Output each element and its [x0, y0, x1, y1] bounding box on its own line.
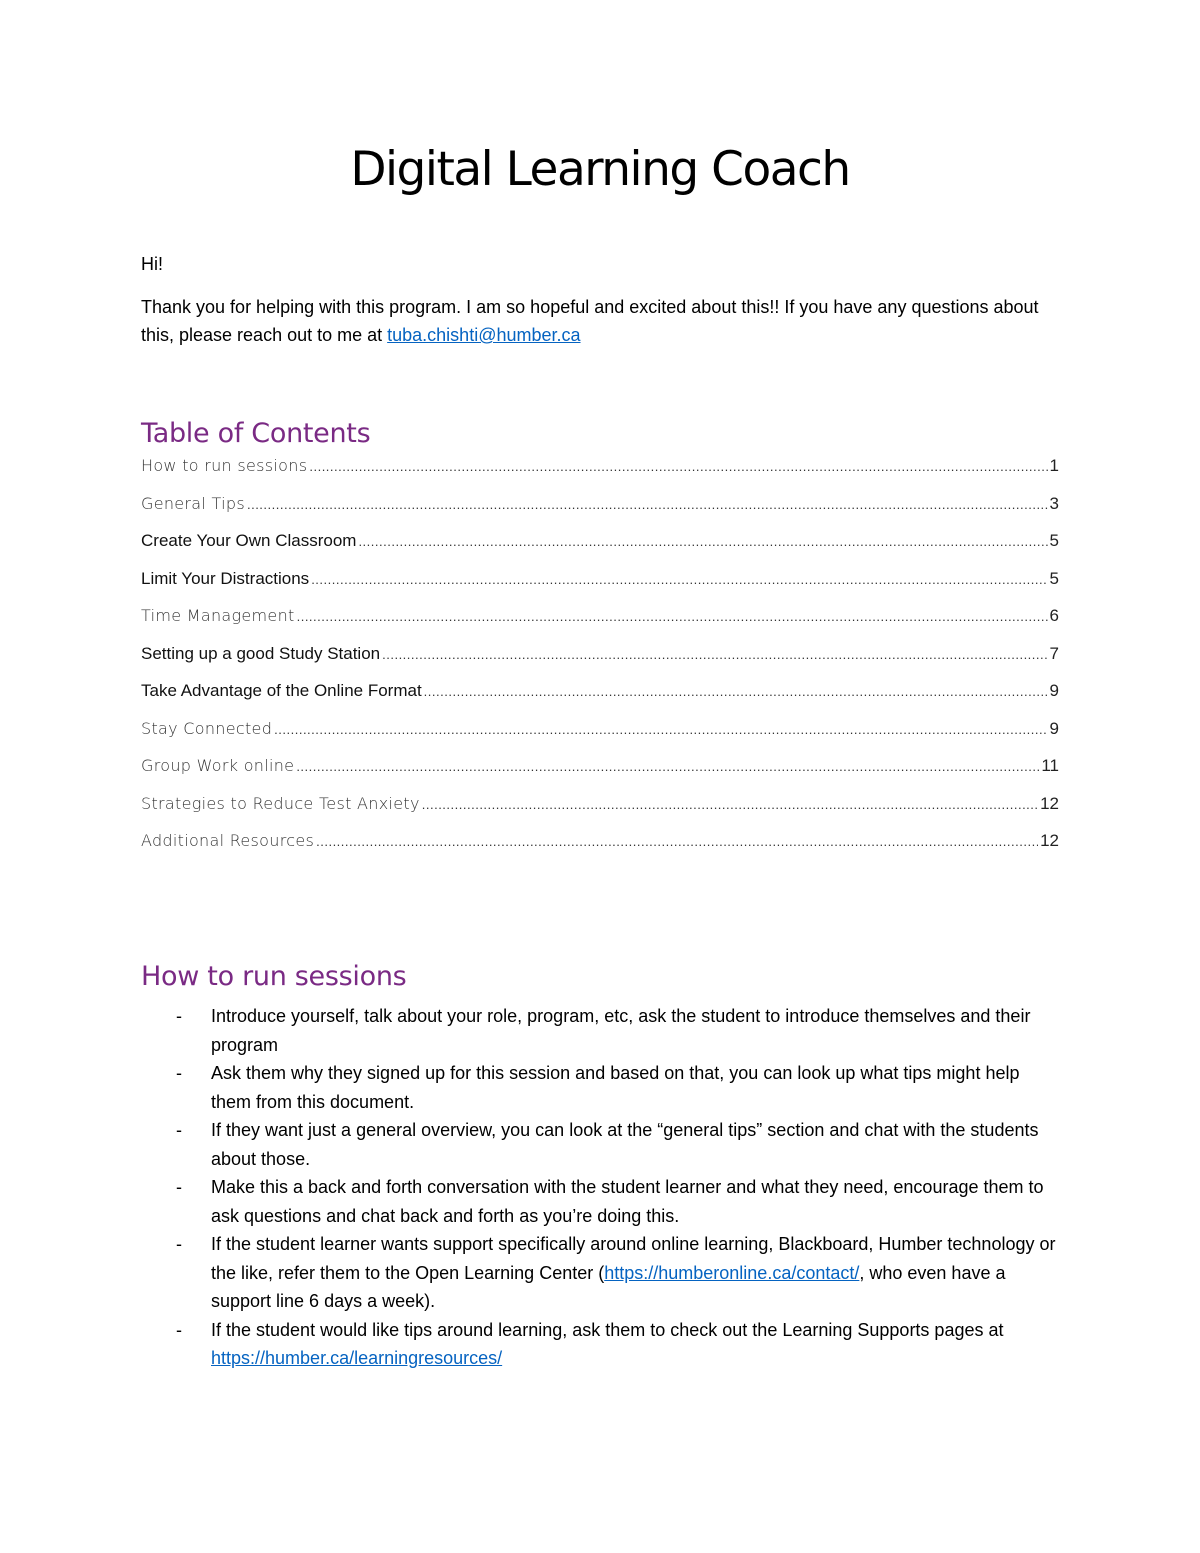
toc-leader-dots: [311, 572, 1047, 587]
learning-resources-link[interactable]: https://humber.ca/learningresources/: [211, 1348, 503, 1368]
list-item-text-before: If the student would like tips around learning, ask them to check out the Learning Supports pages at: [211, 1319, 1004, 1340]
toc-entry-label: Take Advantage of the Online Format: [141, 681, 422, 700]
toc-entry-label: Time Management: [141, 606, 295, 625]
contact-email-link[interactable]: tuba.chishti@humber.ca: [387, 325, 581, 345]
toc-entry-page: 5: [1049, 568, 1059, 588]
bullet-marker: -: [176, 1319, 182, 1340]
toc-entry-how-to-run-sessions[interactable]: [141, 456, 1059, 494]
list-item: [141, 1173, 1061, 1230]
section-heading-how-to-run-sessions: How to run sessions: [141, 961, 407, 992]
bullet-marker: -: [176, 1234, 182, 1254]
list-item: [141, 1002, 1061, 1059]
toc-leader-dots: [382, 647, 1047, 662]
toc-entry-create-your-own-classroom[interactable]: [141, 531, 1059, 569]
toc-leader-dots: [309, 459, 1047, 474]
toc-entry-label: How to run sessions: [141, 456, 308, 475]
toc-leader-dots: [422, 797, 1038, 812]
toc-entry-test-anxiety[interactable]: [141, 794, 1059, 832]
bullet-marker: -: [176, 1063, 182, 1083]
toc-leader-dots: [247, 497, 1048, 512]
toc-entry-page: 6: [1049, 606, 1059, 625]
table-of-contents: [141, 456, 1059, 869]
toc-entry-label: Group Work online: [141, 756, 295, 775]
open-learning-center-link[interactable]: https://humberonline.ca/contact/: [604, 1262, 860, 1283]
toc-entry-page: 5: [1049, 531, 1059, 550]
toc-entry-additional-resources[interactable]: [141, 831, 1059, 869]
toc-leader-dots: [296, 759, 1039, 774]
greeting-text: Hi!: [141, 254, 163, 274]
list-item-text-before: If the student learner wants support specifically around online learning, Blackboard, Humber technology or the like, refer them to the Open Learning Center (: [211, 1234, 1056, 1283]
bullet-marker: -: [176, 1177, 182, 1197]
intro-paragraph: [141, 293, 1041, 349]
toc-entry-online-format[interactable]: [141, 681, 1059, 719]
list-item-text: Ask them why they signed up for this session and based on that, you can look up what tips might help them from this document.: [211, 1063, 1020, 1112]
toc-entry-page: 11: [1041, 756, 1059, 775]
document-title: Digital Learning Coach: [350, 142, 850, 197]
toc-entry-time-management[interactable]: [141, 606, 1059, 644]
toc-entry-label: Stay Connected: [141, 718, 273, 738]
toc-entry-page: 1: [1049, 456, 1059, 475]
toc-entry-page: 9: [1049, 681, 1059, 700]
list-item-text-after: , who even have a support line 6 days a week).: [211, 1262, 1006, 1311]
toc-entry-label: Setting up a good Study Station: [141, 643, 381, 663]
toc-entry-page: 12: [1040, 831, 1059, 850]
toc-entry-group-work-online[interactable]: [141, 756, 1059, 794]
toc-entry-limit-your-distractions[interactable]: [141, 569, 1059, 607]
bullet-marker: -: [176, 1006, 182, 1026]
toc-entry-label: Create Your Own Classroom: [141, 531, 357, 550]
list-item: [141, 1116, 1061, 1173]
list-item-text: If they want just a general overview, you can look at the “general tips” section and chat with the students about those.: [211, 1120, 1039, 1169]
toc-entry-label: General Tips: [141, 493, 245, 513]
toc-leader-dots: [424, 684, 1048, 699]
toc-entry-page: 7: [1049, 643, 1059, 663]
list-item: [141, 1230, 1061, 1316]
list-item: [141, 1316, 1061, 1373]
toc-entry-label: Limit Your Distractions: [141, 568, 310, 588]
toc-entry-page: 12: [1040, 793, 1059, 813]
bullet-marker: -: [176, 1120, 182, 1140]
toc-leader-dots: [297, 609, 1048, 624]
toc-entry-study-station[interactable]: [141, 644, 1059, 682]
toc-entry-general-tips[interactable]: [141, 494, 1059, 532]
toc-entry-page: 9: [1049, 718, 1059, 738]
toc-entry-label: Additional Resources: [141, 831, 315, 850]
list-item-text: Introduce yourself, talk about your role, program, etc, ask the student to introduce themselves and their program: [211, 1006, 1031, 1055]
toc-leader-dots: [358, 534, 1047, 549]
intro-text: Thank you for helping with this program. I am so hopeful and excited about this!! If you have any questions about this, please reach out to me at: [141, 297, 1039, 345]
toc-entry-label: Strategies to Reduce Test Anxiety: [141, 793, 420, 813]
sessions-bullet-list: [141, 1002, 1061, 1373]
toc-entry-page: 3: [1049, 493, 1059, 513]
toc-heading: Table of Contents: [141, 418, 371, 449]
toc-leader-dots: [274, 722, 1047, 737]
toc-leader-dots: [316, 834, 1038, 849]
toc-entry-stay-connected[interactable]: [141, 719, 1059, 757]
list-item-text: Make this a back and forth conversation with the student learner and what they need, encourage them to ask questions and chat back and forth as you’re doing this.: [211, 1177, 1044, 1226]
list-item: [141, 1059, 1061, 1116]
